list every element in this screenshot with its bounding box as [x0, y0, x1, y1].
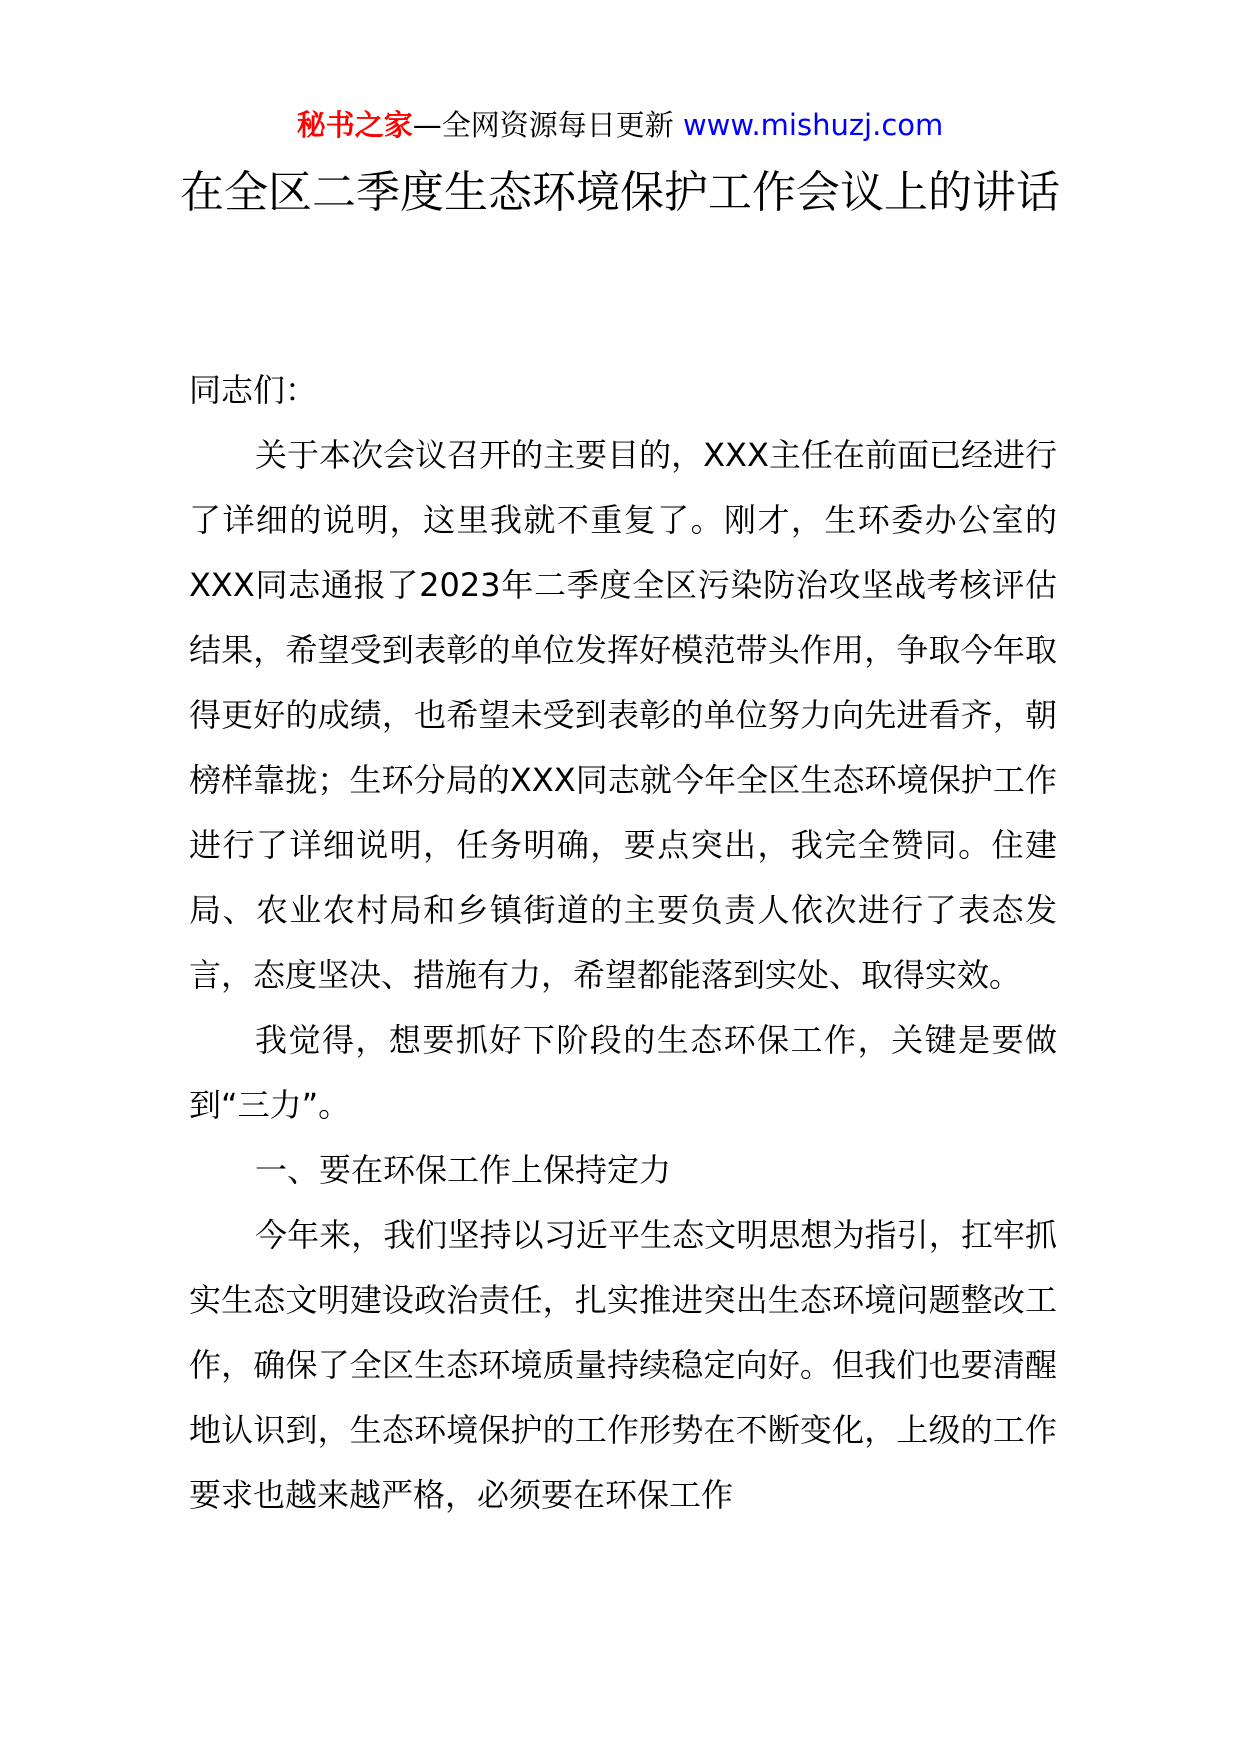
body-paragraph-2: 我觉得，想要抓好下阶段的生态环保工作，关键是要做到“三力”。 — [189, 1021, 1057, 1124]
body-paragraph-1: 关于本次会议召开的主要目的，XXX主任在前面已经进行了详细的说明，这里我就不重复了。刚才，生环委办公室的XXX同志通报了2023年二季度全区污染防治攻坚战考核评估结果，希望受到表彰的单位发挥好模范带头作用，争取今年取得更好的成绩，也希望未受到表彰的单位努力向先进看齐，朝榜样靠拢；生环分局的XXX同志就今年全区生态环境保护工作进行了详细说明，任务明确，要点突出，我完全赞同。住建局、农业农村局和乡镇街道的主要负责人依次进行了表态发言，态度坚决、措施有力，希望都能落到实处、取得实效。 — [189, 436, 1057, 994]
document-body — [189, 358, 1057, 1528]
body-paragraph-3: 今年来，我们坚持以习近平生态文明思想为指引，扛牢抓实生态文明建设政治责任，扎实推进突出生态环境问题整改工作，确保了全区生态环境质量持续稳定向好。但我们也要清醒地认识到，生态环境保护的工作形势在不断变化，上级的工作要求也越来越严格，必须要在环保工作 — [189, 1216, 1057, 1514]
site-header — [0, 103, 1240, 147]
header-brand: 秘书之家 — [296, 108, 413, 142]
salutation: 同志们： — [189, 371, 318, 409]
header-slogan: —全网资源每日更新 — [412, 108, 674, 142]
section-heading-1: 一、要在环保工作上保持定力 — [255, 1151, 672, 1189]
document-title: 在全区二季度生态环境保护工作会议上的讲话 — [180, 167, 1060, 218]
header-url-link[interactable]: www.mishuzj.com — [682, 108, 944, 142]
